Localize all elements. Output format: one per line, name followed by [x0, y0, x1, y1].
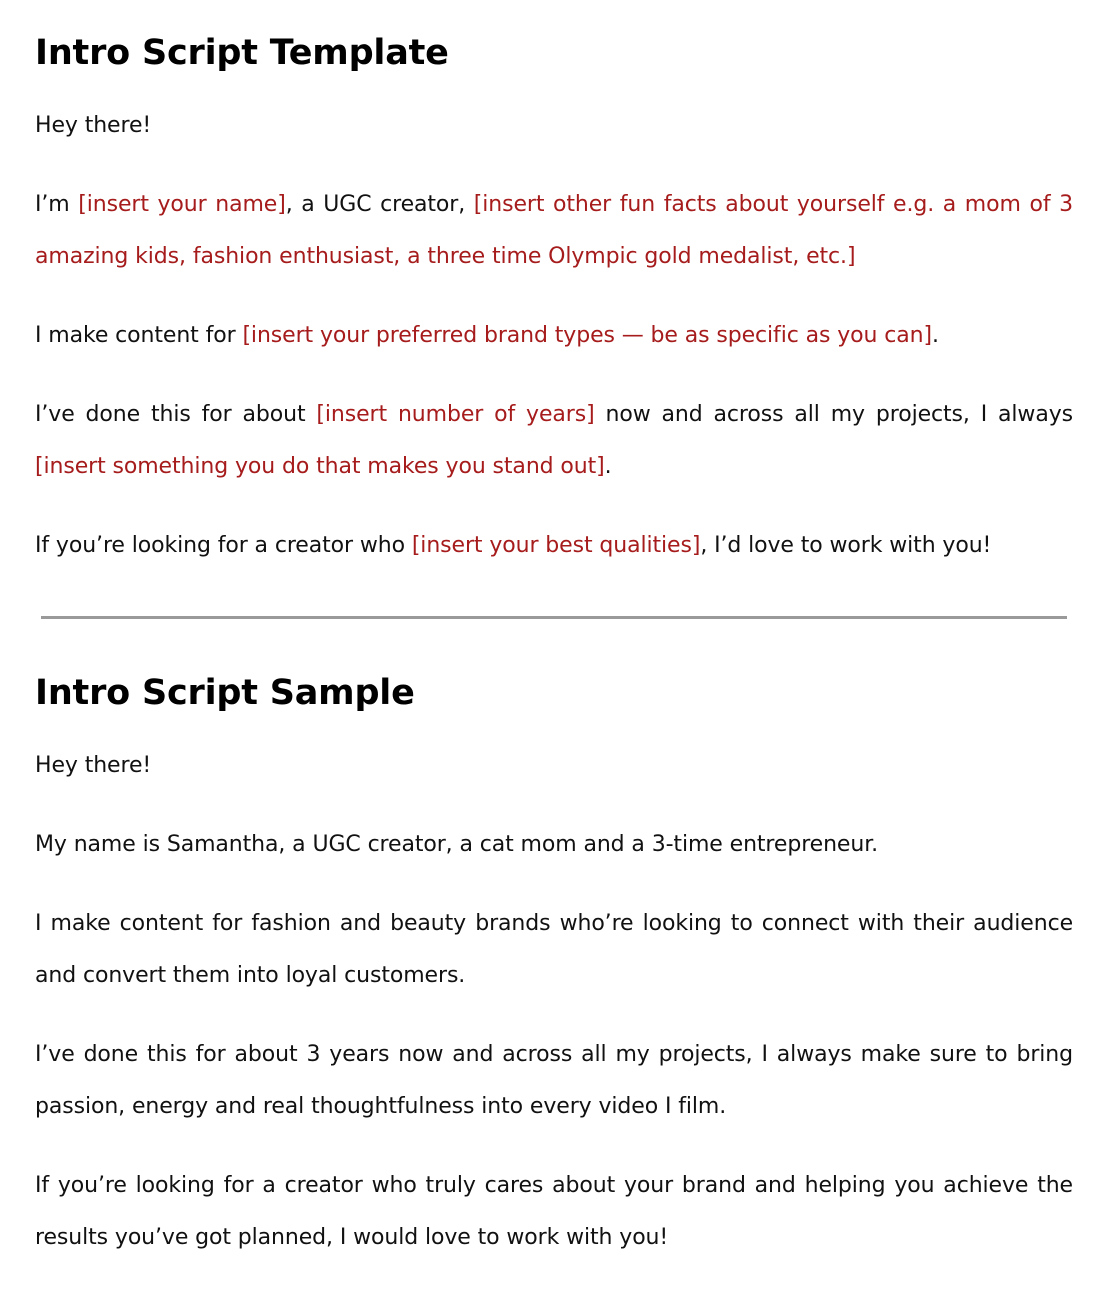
- placeholder-qualities: [insert your best qualities]: [411, 533, 701, 558]
- section-divider: [41, 616, 1067, 619]
- template-section: [35, 0, 1073, 572]
- sample-paragraph-1: My name is Samantha, a UGC creator, a cat mom and a 3-time entrepreneur.: [35, 832, 879, 857]
- text-segment: .: [604, 454, 612, 479]
- template-paragraph-1: [35, 179, 1073, 283]
- template-paragraph-4: [35, 520, 1073, 572]
- template-title: Intro Script Template: [35, 33, 449, 73]
- text-segment: I make content for: [35, 323, 243, 348]
- template-paragraph-2: [35, 310, 1073, 362]
- text-segment: I’m: [35, 192, 79, 217]
- text-segment: .: [931, 323, 939, 348]
- placeholder-fun-facts: [insert other fun facts about yourself e.g. a mom of 3 amazing kids, fashion enthusiast, a three time Olympic gold medalist, etc.]: [35, 192, 1074, 269]
- text-segment: , I’d love to work with you!: [700, 533, 992, 558]
- template-greeting: Hey there!: [35, 113, 152, 138]
- text-segment: , a UGC creator,: [285, 192, 474, 217]
- placeholder-stand-out: [insert something you do that makes you stand out]: [35, 454, 605, 479]
- text-segment: If you’re looking for a creator who: [35, 533, 412, 558]
- placeholder-years: [insert number of years]: [316, 402, 595, 427]
- sample-paragraph-4: If you’re looking for a creator who truly cares about your brand and helping you achieve the results you’ve got planned, I would love to work with you!: [35, 1173, 1073, 1250]
- sample-section: [35, 671, 1073, 1264]
- sample-paragraph-2: I make content for fashion and beauty brands who’re looking to connect with their audience and convert them into loyal customers.: [35, 911, 1073, 988]
- sample-greeting: Hey there!: [35, 753, 152, 778]
- sample-paragraph-3: I’ve done this for about 3 years now and across all my projects, I always make sure to bring passion, energy and real thoughtfulness into every video I film.: [35, 1042, 1073, 1119]
- text-segment: now and across all my projects, I always: [594, 402, 1073, 427]
- sample-title: Intro Script Sample: [35, 673, 415, 713]
- placeholder-brand-types: [insert your preferred brand types — be as specific as you can]: [242, 323, 932, 348]
- placeholder-name: [insert your name]: [78, 192, 286, 217]
- template-paragraph-3: [35, 389, 1073, 493]
- text-segment: I’ve done this for about: [35, 402, 317, 427]
